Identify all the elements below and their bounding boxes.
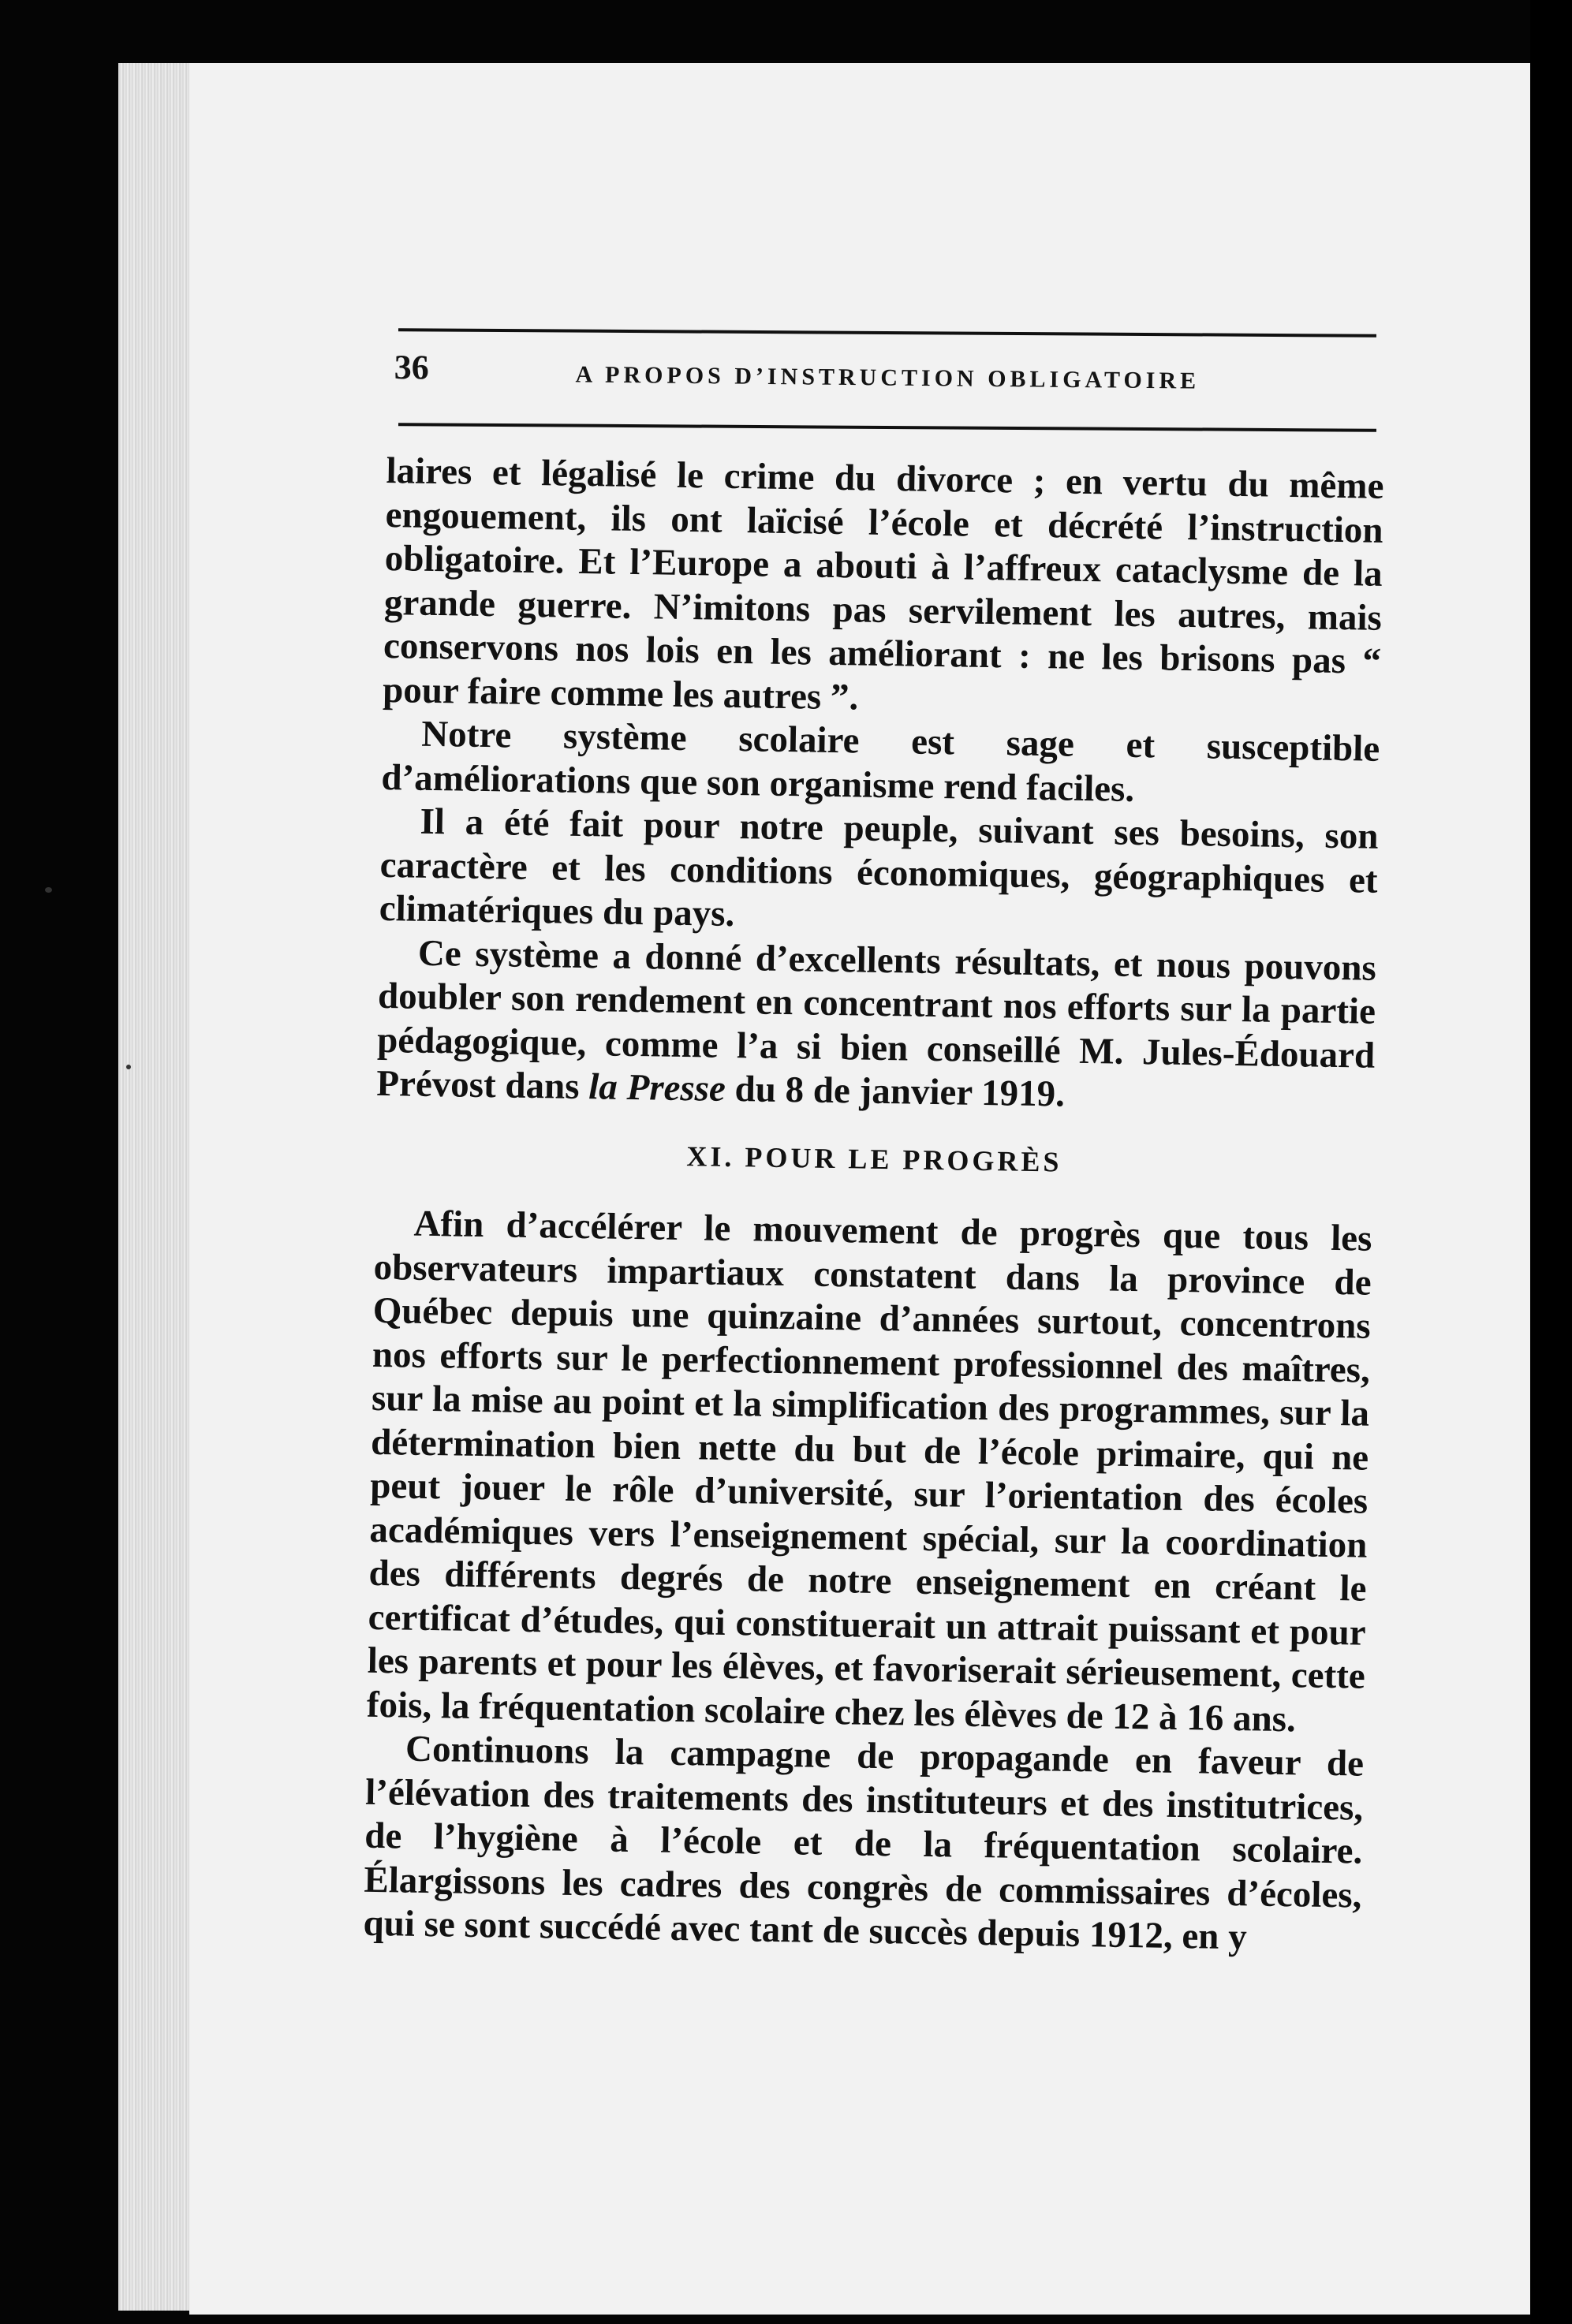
paragraph-presse: [376, 931, 1376, 1121]
paragraph: Notre système scolaire est sage et susceptible d’améliorations que son organisme rend faciles.: [381, 713, 1380, 810]
running-header: [394, 347, 1372, 412]
film-speck: [45, 887, 52, 893]
paragraph: Continuons la campagne de propagande en faveur de l’élévation des traitements des instituteurs et des institutrices, de l’hygiène à l’école et de la fréquentation scolaire. Élargissons les cadres des congrès de commissaires d’écoles, qui se sont succédé avec tant de succès depuis 1912, en y: [363, 1728, 1365, 1958]
paragraph-text: Ce système a donné d’excellents résultats, et nous pouvons doubler son rendement en concentrant nos efforts sur la partie pédagogique, comme l’a si bien conseillé M. Jules-Édouard Prévost dans: [375, 932, 1377, 1108]
newspaper-title: la Presse: [588, 1066, 726, 1110]
body-text: [363, 450, 1384, 1961]
film-border: [1530, 0, 1572, 2324]
book-page-edges: [118, 63, 193, 2311]
paragraph: Afin d’accélérer le mouvement de progrès que tous les observateurs impartiaux constatent dans la province de Québec depuis une quinzaine d’années surtout, concentrons nos efforts sur le perfectionnement professionnel des maîtres, sur la mise au point et la simplification des programmes, sur la détermination bien nette du but de l’école primaire, qui ne peut jouer le rôle d’université, sur l’orientation des écoles académiques vers l’enseignement spécial, sur la coordination des différents degrés de notre enseignement en créant le certificat d’études, qui constituerait un attrait puissant et pour les parents et pour les élèves, et favoriserait sérieusement, cette fois, la fréquentation scolaire chez les élèves de 12 à 16 ans.: [366, 1203, 1372, 1740]
paragraph-text: du 8 de janvier 1919.: [725, 1068, 1066, 1115]
section-heading: XI. POUR LE PROGRÈS: [686, 1140, 1062, 1178]
page-number: 36: [394, 347, 429, 387]
paragraph: Il a été fait pour notre peuple, suivant ses besoins, son caractère et les conditions économiques, géographiques et climatériques du pays.: [379, 800, 1379, 935]
running-title: A PROPOS D’INSTRUCTION OBLIGATOIRE: [575, 361, 1200, 394]
paragraph: laires et légalisé le crime du divorce ; en vertu du même engouement, ils ont laïcisé l’école et décrété l’instruction obligatoire. Et l’Europe a abouti à l’affreux cataclysme de la grande guerre. N’imitons pas servilement les autres, mais conservons nos lois en les améliorant : ne les brisons pas “ pour faire comme les autres ”.: [382, 450, 1384, 718]
film-speck: [126, 1065, 131, 1069]
